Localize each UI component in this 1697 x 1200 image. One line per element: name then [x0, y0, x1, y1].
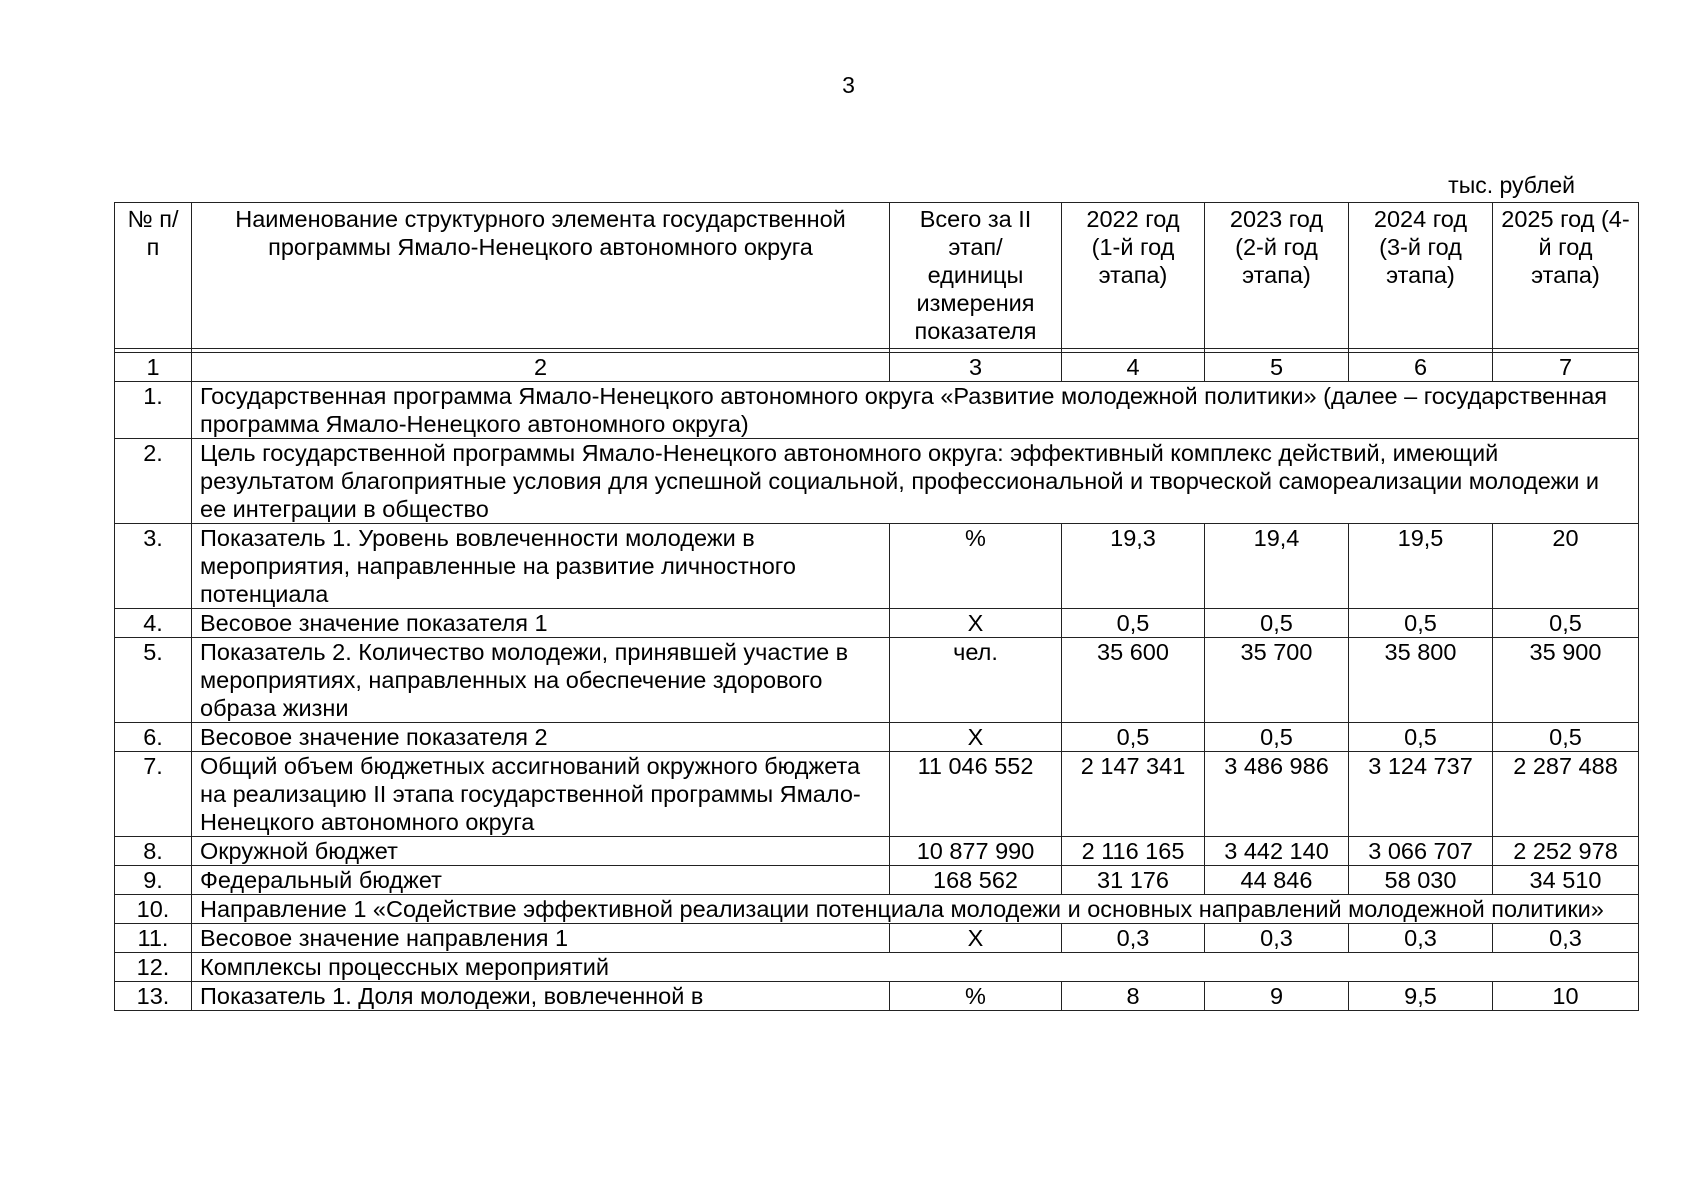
- row-value-y2025: 0,5: [1493, 723, 1639, 752]
- row-value-y2023: 44 846: [1205, 866, 1349, 895]
- row-name: Весовое значение направления 1: [192, 924, 890, 953]
- row-value-y2023: 9: [1205, 982, 1349, 1011]
- table-row: [115, 924, 1639, 953]
- row-value-y2025: 10: [1493, 982, 1639, 1011]
- row-value-y2024: 35 800: [1349, 638, 1493, 723]
- table-row: [115, 723, 1639, 752]
- program-table: [114, 202, 1639, 1011]
- row-value-y2025: 20: [1493, 524, 1639, 609]
- row-number: 9.: [115, 866, 192, 895]
- row-value-y2024: 9,5: [1349, 982, 1493, 1011]
- row-number: 5.: [115, 638, 192, 723]
- table-row: [115, 439, 1639, 524]
- column-number: 4: [1062, 353, 1205, 382]
- row-name: Показатель 1. Доля молодежи, вовлеченной в: [192, 982, 890, 1011]
- column-number: 6: [1349, 353, 1493, 382]
- row-name: Окружной бюджет: [192, 837, 890, 866]
- header-2024: 2024 год (3-й год этапа): [1349, 203, 1493, 349]
- row-value-y2023: 0,3: [1205, 924, 1349, 953]
- header-2022: 2022 год (1-й год этапа): [1062, 203, 1205, 349]
- header-number: № п/п: [115, 203, 192, 349]
- row-value-y2025: 2 287 488: [1493, 752, 1639, 837]
- row-value-y2025: 35 900: [1493, 638, 1639, 723]
- column-number: 5: [1205, 353, 1349, 382]
- row-value-y2022: 31 176: [1062, 866, 1205, 895]
- row-name: Цель государственной программы Ямало-Ненецкого автономного округа: эффективный комплекс действий, имеющий результатом благоприятные условия для успешной социальной, профессиональной и творческой самореализации молодежи и ее интеграции в общество: [192, 439, 1639, 524]
- row-name: Государственная программа Ямало-Ненецкого автономного округа «Развитие молодежной политики» (далее – государственная программа Ямало-Ненецкого автономного округа): [192, 382, 1639, 439]
- row-value-total: 11 046 552: [890, 752, 1062, 837]
- row-value-y2025: 2 252 978: [1493, 837, 1639, 866]
- row-value-total: Х: [890, 924, 1062, 953]
- table-row: [115, 982, 1639, 1011]
- column-number: 2: [192, 353, 890, 382]
- row-value-total: %: [890, 524, 1062, 609]
- page-number: 3: [842, 72, 855, 98]
- column-number: 3: [890, 353, 1062, 382]
- table-row: [115, 382, 1639, 439]
- row-value-y2023: 0,5: [1205, 723, 1349, 752]
- row-number: 8.: [115, 837, 192, 866]
- row-number: 11.: [115, 924, 192, 953]
- row-value-y2022: 0,3: [1062, 924, 1205, 953]
- row-value-y2025: 34 510: [1493, 866, 1639, 895]
- row-name: Весовое значение показателя 2: [192, 723, 890, 752]
- row-value-total: %: [890, 982, 1062, 1011]
- table-row: [115, 752, 1639, 837]
- row-value-y2023: 35 700: [1205, 638, 1349, 723]
- row-value-y2024: 3 066 707: [1349, 837, 1493, 866]
- row-value-y2024: 0,5: [1349, 723, 1493, 752]
- row-value-y2024: 3 124 737: [1349, 752, 1493, 837]
- row-value-y2022: 2 147 341: [1062, 752, 1205, 837]
- row-value-total: 10 877 990: [890, 837, 1062, 866]
- row-name: Федеральный бюджет: [192, 866, 890, 895]
- row-name: Весовое значение показателя 1: [192, 609, 890, 638]
- header-2023: 2023 год (2-й год этапа): [1205, 203, 1349, 349]
- row-value-y2023: 3 442 140: [1205, 837, 1349, 866]
- row-value-y2022: 35 600: [1062, 638, 1205, 723]
- row-value-y2022: 19,3: [1062, 524, 1205, 609]
- row-value-y2024: 58 030: [1349, 866, 1493, 895]
- row-number: 4.: [115, 609, 192, 638]
- row-number: 6.: [115, 723, 192, 752]
- header-row: [115, 203, 1639, 349]
- row-value-total: Х: [890, 723, 1062, 752]
- row-value-y2024: 0,3: [1349, 924, 1493, 953]
- column-number: 1: [115, 353, 192, 382]
- row-value-total: Х: [890, 609, 1062, 638]
- header-name: Наименование структурного элемента государственной программы Ямало-Ненецкого автономного округа: [192, 203, 890, 349]
- table-row: [115, 866, 1639, 895]
- column-numbers-row: [115, 353, 1639, 382]
- row-name: Комплексы процессных мероприятий: [192, 953, 1639, 982]
- row-value-y2023: 3 486 986: [1205, 752, 1349, 837]
- table-row: [115, 895, 1639, 924]
- row-number: 3.: [115, 524, 192, 609]
- row-name: Направление 1 «Содействие эффективной реализации потенциала молодежи и основных направлений молодежной политики»: [192, 895, 1639, 924]
- row-name: Показатель 1. Уровень вовлеченности молодежи в мероприятия, направленные на развитие личностного потенциала: [192, 524, 890, 609]
- column-number: 7: [1493, 353, 1639, 382]
- row-number: 12.: [115, 953, 192, 982]
- row-value-y2024: 0,5: [1349, 609, 1493, 638]
- table-row: [115, 609, 1639, 638]
- row-number: 13.: [115, 982, 192, 1011]
- header-total: Всего за II этап/ единицы измерения показателя: [890, 203, 1062, 349]
- row-value-total: чел.: [890, 638, 1062, 723]
- table-row: [115, 837, 1639, 866]
- table-row: [115, 524, 1639, 609]
- row-name: Показатель 2. Количество молодежи, принявшей участие в мероприятиях, направленных на обеспечение здорового образа жизни: [192, 638, 890, 723]
- row-value-y2022: 0,5: [1062, 609, 1205, 638]
- row-value-y2024: 19,5: [1349, 524, 1493, 609]
- table-row: [115, 638, 1639, 723]
- row-number: 2.: [115, 439, 192, 524]
- header-2025: 2025 год (4-й год этапа): [1493, 203, 1639, 349]
- units-label: тыс. рублей: [1448, 172, 1575, 198]
- row-value-y2022: 8: [1062, 982, 1205, 1011]
- row-value-total: 168 562: [890, 866, 1062, 895]
- row-name: Общий объем бюджетных ассигнований окружного бюджета на реализацию II этапа государственной программы Ямало-Ненецкого автономного округа: [192, 752, 890, 837]
- row-value-y2023: 19,4: [1205, 524, 1349, 609]
- row-value-y2023: 0,5: [1205, 609, 1349, 638]
- row-value-y2025: 0,5: [1493, 609, 1639, 638]
- row-number: 7.: [115, 752, 192, 837]
- row-number: 10.: [115, 895, 192, 924]
- row-value-y2025: 0,3: [1493, 924, 1639, 953]
- row-value-y2022: 2 116 165: [1062, 837, 1205, 866]
- table-row: [115, 953, 1639, 982]
- row-number: 1.: [115, 382, 192, 439]
- row-value-y2022: 0,5: [1062, 723, 1205, 752]
